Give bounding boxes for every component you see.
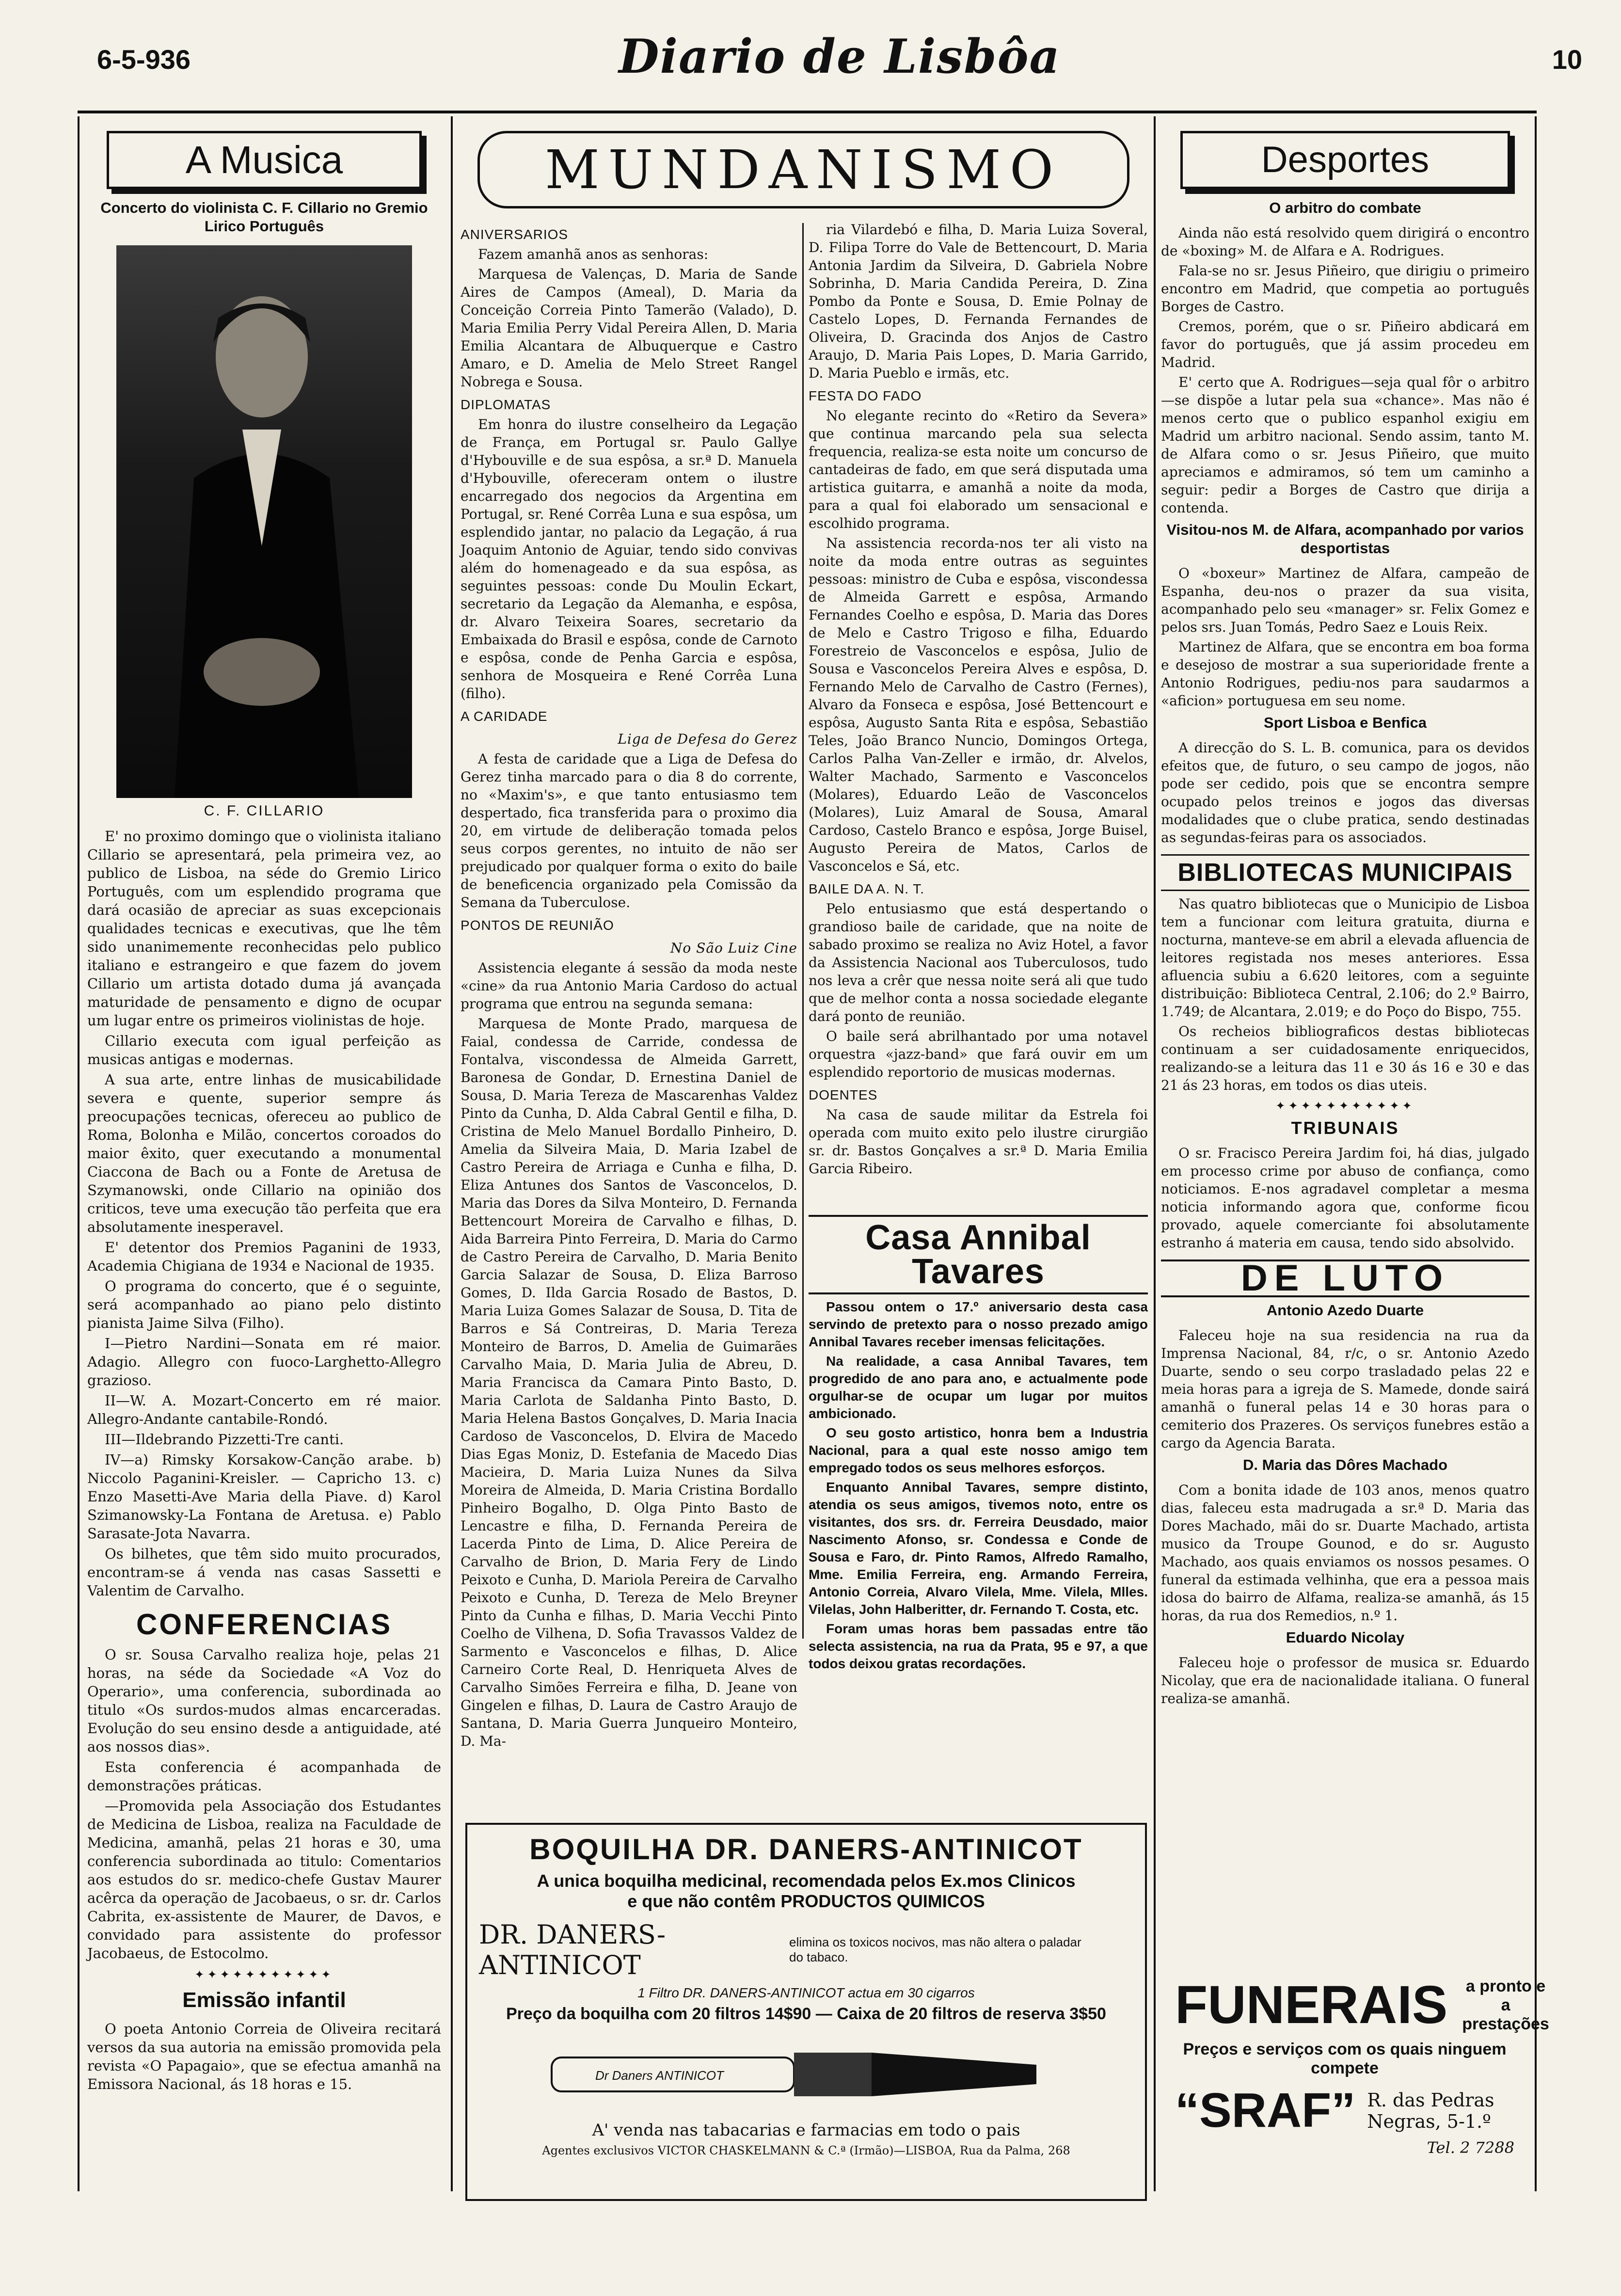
pipe-illustration (479, 2033, 1133, 2116)
mundanismo-subhead: PONTOS DE REUNIÃO (461, 918, 614, 933)
boquilha-filter: 1 Filtro DR. DANERS-ANTINICOT actua em 30 cigarros (637, 1985, 975, 2000)
header-rule (78, 111, 1537, 113)
mundanismo-subhead: DOENTES (809, 1087, 878, 1102)
obituary-name: D. Maria das Dôres Machado (1242, 1456, 1448, 1473)
section-title-desportes: Desportes (1180, 131, 1510, 189)
funerais-tel: Tel. 2 7288 (1427, 2138, 1514, 2157)
boquilha-title: BOQUILHA DR. DANERS-ANTINICOT (529, 1833, 1083, 1866)
mundanismo-signature: No São Luiz Cine (670, 940, 797, 956)
mundanismo-paragraph: ria Vilardebó e filha, D. Maria Luiza Soveral, D. Filipa Torre do Vale de Bettencourt, D. Maria Antonia Jardim da Silveira, D. Gabriela Nobre Sobrinha, D. Maria Candida Pereira, D. Zina Pombo da Ponte e Sousa, D. Emie Polnay de Castelo Lopes, D. Fernanda Fernandes de Oliveira, D. Gracinda dos Anjos de Castro Araujo, D. Maria Pais Lopes, D. Maria Garrido, D. Maria Pueblo e irmãs, etc. (809, 222, 1148, 381)
mundanismo-paragraph: Marquesa de Valenças, D. Maria de Sande Aires de Campos (Ameal), D. Maria da Conceição Correia Pinto Tamerão (Valado), D. Maria Emilia Perry Vidal Pereira Allen, D. Maria Emilia Alcantara de Albuquerque e Castro Amaro, e D. Amelia de Melo Street Rangel Nobrega e Sousa. (461, 266, 797, 390)
obituary-name: Antonio Azedo Duarte (1266, 1302, 1424, 1319)
musica-paragraph: A sua arte, entre linhas de musicabilidade severa e quente, superior sempre ás preocupações tecnicas, ofereceu ao publico de Roma, Bolonha e Milão, concertos coroados do maior êxito, quer executando a monumental Ciaccona de Bach ou a Fonte de Aretusa de Szymanowski, onde Cillario na opinião dos criticos, teve uma execução tão perfeita que era absolutamente inesperavel. (87, 1071, 441, 1235)
column-rule (451, 116, 453, 2191)
tavares-article (809, 1207, 1148, 1671)
mundanismo-paragraph: Assistencia elegante á sessão da moda neste «cine» da rua Antonio Maria Cardoso do actual programa que entrou na segunda semana: (461, 960, 797, 1012)
mundanismo-paragraph: Na casa de saude militar da Estrela foi operada com muito exito pelo ilustre cirurgião sr. dr. Bastos Gonçalves a sr.ª D. Maria Emilia Garcia Ribeiro. (809, 1107, 1148, 1177)
mundanismo-column-1 (461, 221, 797, 1786)
musica-paragraph: II—W. A. Mozart-Concerto em ré maior. Allegro-Andante cantabile-Rondó. (87, 1392, 441, 1427)
mundanismo-paragraph: Em honra do ilustre conselheiro da Legação de França, em Portugal sr. Paulo Gallye d'Hybouville e de sua espôsa, a sr.ª D. Manuela d'Hybouville, ofereceram ontem o ilustre encarregado dos negocios da Argentina em Portugal, sr. René Corrêa Luna e sua espôsa, um esplendido jantar, no palacio da Legação, á rua Joaquim Antonio de Aguiar, tendo sido convivas além do homenageado e da sua espôsa, as seguintes pessoas: conde Du Moulin Eckart, secretario da Legação da Alemanha, e espôsa, dr. Alvaro Teixeira Soares, secretario da Embaixada do Brasil e espôsa, conde de Carnoto e espôsa, conde de Penha Garcia e espôsa, senhora de Mosqueira e René Corrêa Luna (filho). (461, 416, 797, 702)
musica-paragraph: III—Ildebrando Pizzetti-Tre canti. (105, 1431, 344, 1448)
desportes-paragraph: Fala-se no sr. Jesus Piñeiro, que dirigiu o primeiro encontro em Madrid, que competia ao português Borges de Castro. (1161, 263, 1529, 315)
funerais-advertisement (1163, 1968, 1549, 2187)
bibliotecas-body (1161, 895, 1529, 1094)
mundanismo-paragraph: Fazem amanhã anos as senhoras: (478, 246, 709, 262)
mundanismo-subhead: BAILE DA A. N. T. (809, 881, 925, 896)
boquilha-brand: DR. DANERS-ANTINICOT (479, 1919, 666, 1980)
conferencias-paragraph: —Promovida pela Associação dos Estudantes de Medicina de Lisboa, realiza na Faculdade de Medicina, amanhã, pelas 21 horas e 30, uma conferencia subordinada ao titulo: Comentarios aos estudos do sr. medico-chefe Gustav Maurer acêrca da operação de Jacobaeus, o sr. dr. Carlos Cabrita, ex-assistente de Maurer, de Davos, e convidado para assistente do professor Jacobaeus, de Estocolmo. (87, 1798, 441, 1961)
musica-paragraph: Os bilhetes, que têm sido muito procurados, encontram-se á venda nas casas Sassetti e Valentim de Carvalho. (87, 1546, 441, 1599)
boquilha-agents: Agentes exclusivos VICTOR CHASKELMANN & C.ª (Irmão)—LISBOA, Rua da Palma, 268 (542, 2144, 1070, 2157)
musica-paragraph: E' no proximo domingo que o violinista italiano Cillario se apresentará, pela primeira vez, ao publico de Lisboa, na séde do Gremio Lirico Português, com um esplendido programa que dará ocasião de apreciar as suas excepcionais qualidades tecnicas e executivas, que lhe têm sido unanimemente reconhecidas pelo publico italiano e estrangeiro e que fazem do jovem Cillario um artista dotado duma já avançada maturidade de pensamento e digno de ocupar um lugar entre os primeiros violinistas de hoje. (87, 828, 441, 1029)
tribunais-body: O sr. Fracisco Pereira Jardim foi, há dias, julgado em processo crime por abuso de confiança, como noticiamos. E-nos agradavel completar a mesma noticia informando agora que, conforme ficou provado, aquele comerciante foi absolutamente estranho á materia em causa, tendo sido absolvido. (1161, 1145, 1529, 1251)
obituary-text: Faleceu hoje na sua residencia na rua da Imprensa Nacional, 84, r/c, o sr. Antonio Azedo Duarte, sendo o seu corpo trasladado pelas 22 e meia horas para a igreja de S. Mamede, donde sairá amanhã o funeral pelas 14 e 30 horas para o cemiterio dos Prazeres. Os serviços funebres estão a cargo da Agencia Barata. (1161, 1327, 1529, 1451)
mundanismo-signature: Liga de Defesa do Gerez (618, 731, 797, 747)
musica-article-body (87, 827, 441, 1600)
column-rule (1154, 116, 1156, 2191)
desportes-subhead: Visitou-nos M. de Alfara, acompanhado por varios desportistas (1166, 521, 1524, 557)
desportes-paragraph: Martinez de Alfara, que se encontra em boa forma e desejoso de mostrar a sua superioridade frente a Antonio Rodrigues, pediu-nos para saudarmos a «aficion» portuguesa em seu nome. (1161, 639, 1529, 709)
tavares-title: Casa Annibal Tavares (809, 1215, 1148, 1294)
boquilha-brand-note: elimina os toxicos nocivos, mas não altera o paladar do tabaco. (789, 1935, 1081, 1964)
obituary-text: Faleceu hoje o professor de musica sr. Eduardo Nicolay, que era de nacionalidade italiana. O funeral realiza-se amanhã. (1161, 1655, 1529, 1706)
musica-paragraph: E' detentor dos Premios Paganini de 1933, Academia Chigiana de 1934 e Nacional de 1935. (87, 1239, 441, 1274)
desportes-paragraph: A direcção do S. L. B. comunica, para os devidos efeitos que, de futuro, o seu campo de jogos, não pode ser cedido, pois que se encontra sempre ocupado pelos treinos e jogos das diversas modalidades que o clube pratica, sendo destinadas as segundas-feiras para os associados. (1161, 740, 1529, 845)
tavares-paragraph: Enquanto Annibal Tavares, sempre distinto, atendia os seus amigos, tivemos noto, entre os visitantes, dos srs. dr. Ferreira Deusdado, maior Nascimento Afonso, sr. Condessa e Conde de Sousa e Faro, dr. Pinto Ramos, Alfredo Ramalho, Mme. Emilia Ferreira, eng. Armando Ferreira, Antonio Correia, Alvaro Vilela, Mme. Vilela, Mlles. Vilelas, John Halberitter, dr. Fernando T. Costa, etc. (809, 1480, 1148, 1617)
tavares-paragraph: Foram umas horas bem passadas entre tão selecta assistencia, na rua da Prata, 95 e 97, a que todos deixou gratas recordações. (809, 1621, 1148, 1671)
desportes-paragraph: Ainda não está resolvido quem dirigirá o encontro de «boxing» M. de Alfara e A. Rodrigues. (1161, 225, 1529, 259)
divider: ✦✦✦✦✦✦✦✦✦✦✦ (194, 1968, 334, 1981)
divider: ✦✦✦✦✦✦✦✦✦✦✦ (1275, 1099, 1415, 1113)
tavares-paragraph: O seu gosto artistico, honra bem a Industria Nacional, para a qual este nosso amigo tem empregado todos os seus melhores esforços. (809, 1425, 1148, 1475)
obituary-name: Eduardo Nicolay (1286, 1629, 1405, 1646)
luto-body (1161, 1301, 1529, 1707)
desportes-body (1161, 199, 1529, 846)
mundanismo-subhead: ANIVERSARIOS (461, 227, 569, 242)
musica-column (87, 121, 441, 2191)
musica-paragraph: IV—a) Rimsky Korsakow-Canção arabe. b) Niccolo Paganini-Kreisler. — Capricho 13. c) Enzo Masetti-Ave Maria della Piave. d) Karol Szimanowsky-La Fontana de Aretusa. e) Pablo Sarasate-Jota Navarra. (87, 1451, 441, 1542)
page-border-left (78, 116, 79, 2191)
funerais-terms: a pronto e a prestações (1462, 1977, 1549, 2033)
conferencias-title: CONFERENCIAS (136, 1608, 393, 1641)
tavares-paragraph: Passou ontem o 17.º aniversario desta casa servindo de pretexto para o nosso prezado amigo Annibal Tavares receber imensas felicitações. (809, 1299, 1148, 1349)
bibliotecas-paragraph: Nas quatro bibliotecas que o Municipio de Lisboa tem a funcionar com leitura gratuita, diurna e nocturna, manteve-se em abril a elevada afluencia de leitores registada nos meses anteriores. Essa afluencia subiu a 6.620 leitores, com a seguinte distribuição: Biblioteca Central, 2.106; do 2.º Bairro, 1.749; de Alcantara, 2.019; e do Poço do Bispo, 755. (1161, 896, 1529, 1020)
conferencias-paragraph: O sr. Sousa Carvalho realiza hoje, pelas 21 horas, na séde da Sociedade «A Voz do Operario», uma conferencia, subordinada ao titulo «Os surdos-mudos almas encarceradas. Evolução do seu ensino desde a antiguidade, até aos nossos dias». (87, 1646, 441, 1755)
desportes-subhead: Sport Lisboa e Benfica (1264, 714, 1427, 731)
boquilha-advertisement (465, 1823, 1147, 2201)
funerais-line: Preços e serviços com os quais ninguem compete (1183, 2040, 1507, 2077)
boquilha-sale: A' venda nas tabacarias e farmacias em todo o pais (592, 2121, 1020, 2140)
conferencias-body (87, 1645, 441, 1962)
musica-paragraph: I—Pietro Nardini—Sonata em ré maior. Adagio. Allegro con fuoco-Larghetto-Allegro grazioso. (87, 1335, 441, 1388)
tavares-body (809, 1298, 1148, 1673)
mundanismo-paragraph: O baile será abrilhantado por uma notavel orquestra «jazz-band» que fará ouvir em um esplendido reportorio de musicas modernas. (809, 1028, 1148, 1080)
mundanismo-subhead: A CARIDADE (461, 709, 548, 724)
section-title-musica: A Musica (107, 131, 422, 189)
sraf-brand: “SRAF” (1175, 2083, 1356, 2137)
desportes-paragraph: Cremos, porém, que o sr. Piñeiro abdicará em favor do português, que já assim procedeu em Madrid. (1161, 319, 1529, 370)
page-header (97, 29, 1582, 92)
page-border-right (1535, 116, 1537, 2191)
boquilha-line1: A unica boquilha medicinal, recomendada pelos Ex.mos Clinicos (537, 1871, 1076, 1891)
desportes-subhead: O arbitro do combate (1269, 199, 1421, 216)
cillario-photo (116, 245, 412, 798)
boquilha-line2: e que não contêm PRODUCTOS QUIMICOS (627, 1891, 985, 1911)
portrait-illustration (116, 245, 412, 798)
mundanismo-paragraph: A festa de caridade que a Liga de Defesa do Gerez tinha marcado para o dia 8 do corrente, no «Maxim's», e que tanto entusiasmo tem despertado, fica transferida para o proximo dia 20, em virtude de deliberação tomada pelos seus corpos gerentes, no intuito de não ser prejudicado por qualquer forma o exito do baile de beneficencia organizado pela Comissão da Semana da Tuberculose. (461, 751, 797, 910)
mundanismo-paragraph: Na assistencia recorda-nos ter ali visto na noite da moda entre outras as seguintes pessoas: ministro de Cuba e espôsa, viscondessa de Almeida Garrett e espôsa, Armando Fernandes Coelho e espôsa, D. Maria das Dores de Melo e Castro Trigoso e filha, Eduardo Forestreio de Vasconcelos e espôsa, Julio de Sousa e Vasconcelos Pereira Alves e espôsa, D. Fernando Melo de Carvalho de Castro (Fernes), Alvaro da Fonseca e espôsa, José Bettencourt e espôsa, Augusto Santa Rita e espôsa, Sebastião Teles, João Branco Nuncio, Domingos Ortega, Carlos Palha Van-Zeller e irmão, dr. Alvelos, Walter Machado, Sarmento e Vasconcelos (Molares), Eduardo Leão de Vasconcelos (Molares), Luiz Amaral de Sousa, Amaral Cardoso, Castelo Branco e espôsa, Jorge Buisel, Augusto Pereira de Matos, Carlos de Vasconcelos e Sá, etc. (809, 535, 1148, 874)
page-number: 10 (1552, 44, 1582, 75)
mundanismo-paragraph: Pelo entusiasmo que está despertando o grandioso baile de caridade, que na noite de sabado proximo se realiza no Aviz Hotel, a favor da Assistencia Nacional aos Tuberculosos, tudo nos leva a crêr que nessa noite será ali que tudo que de melhor conta a nossa sociedade elegante dará ponto de reunião. (809, 901, 1148, 1024)
emissao-title: Emissão infantil (182, 1988, 346, 2012)
mundanismo-subhead: FESTA DO FADO (809, 388, 922, 403)
desportes-paragraph: O «boxeur» Martinez de Alfara, campeão de Espanha, deu-nos o prazer da sua visita, acompanhado pelo seu «manager» sr. Felix Gomez e pelos srs. Juan Tomás, Pedro Saez e Louis Reix. (1161, 565, 1529, 635)
pipe-label: Dr Daners ANTINICOT (595, 2068, 724, 2083)
tribunais-title: TRIBUNAIS (1291, 1118, 1399, 1138)
mundanismo-column-2 (809, 221, 1148, 1210)
mundanismo-subhead: DIPLOMATAS (461, 397, 551, 412)
musica-paragraph: Cillario executa com igual perfeição as musicas antigas e modernas. (87, 1033, 441, 1068)
luto-title: DE LUTO (1161, 1260, 1529, 1297)
funerais-title: FUNERAIS (1175, 1975, 1448, 2035)
boquilha-price: Preço da boquilha com 20 filtros 14$90 — Caixa de 20 filtros de reserva 3$50 (506, 2005, 1106, 2023)
emissao-body: O poeta Antonio Correia de Oliveira recitará versos da sua autoria na emissão promovida pela revista «O Papagaio», que se efectua amanhã na Emissora Nacional, ás 18 horas e 15. (87, 2021, 441, 2092)
tavares-paragraph: Na realidade, a casa Annibal Tavares, tem progredido de ano para ano, e actualmente pode orgulhar-se de ocupar um lugar por muitos ambicionado. (809, 1354, 1148, 1421)
photo-caption: C. F. CILLARIO (204, 803, 325, 819)
mundanismo-paragraph: Marquesa de Monte Prado, marquesa de Faial, condessa de Carride, condessa de Fontalva, viscondessa de Almeida Garrett, Baronesa de Gondar, D. Ernestina Daniel de Sousa, D. Maria Tereza de Mascarenhas Valdez Pinto da Cunha, D. Alda Cabral Gentil e filha, D. Cristina de Melo Manuel Bordallo Pinheiro, D. Amelia da Silveira Maia, D. Maria Izabel de Castro Pereira de Arriaga e Cunha e filha, D. Eliza Antunes dos Santos de Vasconcelos, D. Maria das Dores da Silva Monteiro, D. Fernanda Bettencourt Moreira de Carvalho e filhas, D. Aida Barreira Pinto Ferreira, D. Maria do Carmo de Castro Pereira de Carvalho, D. Maria Benito Garcia Salazar de Sousa, D. Eliza Barroso Gomes, D. Ilda Garcia Rosado de Bastos, D. Maria Luiza Gomes Salazar de Sousa, D. Tita de Barros e Sá Contreiras, D. Maria Tereza Monteiro de Barros, D. Amelia de Guimarães Carvalho Maia, D. Maria Julia de Abreu, D. Maria Francisca da Camara Pinto Basto, D. Maria Carlota de Saldanha Pinto Basto, D. Maria Helena Bastos Gonçalves, D. Maria Inacia Cardoso de Vasconcelos, D. Elvira de Macedo Dias Egas Moniz, D. Estefania de Macedo Dias Macieira, D. Maria Luiza Nunes da Silva Moreira de Almeida, D. Maria Cristina Bordallo Pinheiro Bogalho, D. Olga Pinto Basto de Lencastre e filha, D. Fernanda Pereira de Lacerda Pinto de Lima, D. Alice Pereira de Carvalho de Brion, D. Maria Fery de Lindo Peixoto e Cunha, D. Mariola Pereira de Carvalho Peixoto e Cunha, D. Tereza de Melo Breyner Pinto da Cunha e filhas, D. Maria Vecchi Pinto Coelho de Vilhena, D. Sofia Travassos Valdez de Sarmento e Vasconcelos e filhas, D. Alice Carneiro Corte Real, D. Henriqueta Alves de Carvalho Simões Ferreira e filha, D. Jeane von Gingelen e filhas, D. Laura de Castro Araujo de Santana, D. Maria Guerra Junqueiro Monteiro, D. Ma- (461, 1016, 797, 1749)
desportes-paragraph: E' certo que A. Rodrigues—seja qual fôr o arbitro—se dispõe a lutar pela sua «chance». Mas não é menos certo que o publico espanhol exigiu em Madrid um arbitro nacional. Sendo assim, tanto M. de Alfara como o sr. Jesus Piñeiro, que muito apreciamos e admiramos, só tem um caminho a seguir: pedir a Borges de Castro que dirija a contenda. (1161, 374, 1529, 516)
desportes-column (1161, 121, 1529, 2191)
funerais-address: R. das Pedras Negras, 5-1.º (1367, 2089, 1494, 2132)
musica-subtitle: Concerto do violinista C. F. Cillario no Gremio Lirico Português (100, 199, 428, 235)
conferencias-paragraph: Esta conferencia é acompanhada de demonstrações práticas. (87, 1759, 441, 1794)
musica-paragraph: O programa do concerto, que é o seguinte, será acompanhado ao piano pelo distinto pianista Jaime Silva (Filho). (87, 1278, 441, 1331)
section-title-mundanismo: MUNDANISMO (477, 131, 1129, 208)
mundanismo-paragraph: No elegante recinto do «Retiro da Severa» que continua marcando pela sua selecta frequencia, realiza-se esta noite um concurso de cantadeiras de fado, em que será disputada uma artistica guitarra, e amanhã a noite da moda, para a qual foi elaborado um sensacional e escolhido programa. (809, 408, 1148, 531)
issue-date: 6-5-936 (97, 44, 191, 75)
bibliotecas-paragraph: Os recheios bibliograficos destas bibliotecas continuam a ser cuidadosamente enriquecidos, realizando-se a leitura das 11 e 30 ás 16 e 30 e das 21 ás 23 horas, em todos os dias uteis. (1161, 1023, 1529, 1093)
obituary-text: Com a bonita idade de 103 anos, menos quatro dias, faleceu esta madrugada a sr.ª D. Maria das Dores Machado, mãi do sr. Duarte Machado, artista musico da Troupe Gounod, e do sr. Augusto Machado, aos quais enviamos os nossos pesames. O funeral da estimada velhinha, que era a pessoa mais idosa do bairro de Alfama, realiza-se amanhã, ás 15 horas, da rua dos Remedios, n.º 1. (1161, 1482, 1529, 1624)
bibliotecas-title: BIBLIOTECAS MUNICIPAIS (1161, 854, 1529, 891)
masthead: Diario de Lisbôa (619, 29, 1061, 84)
